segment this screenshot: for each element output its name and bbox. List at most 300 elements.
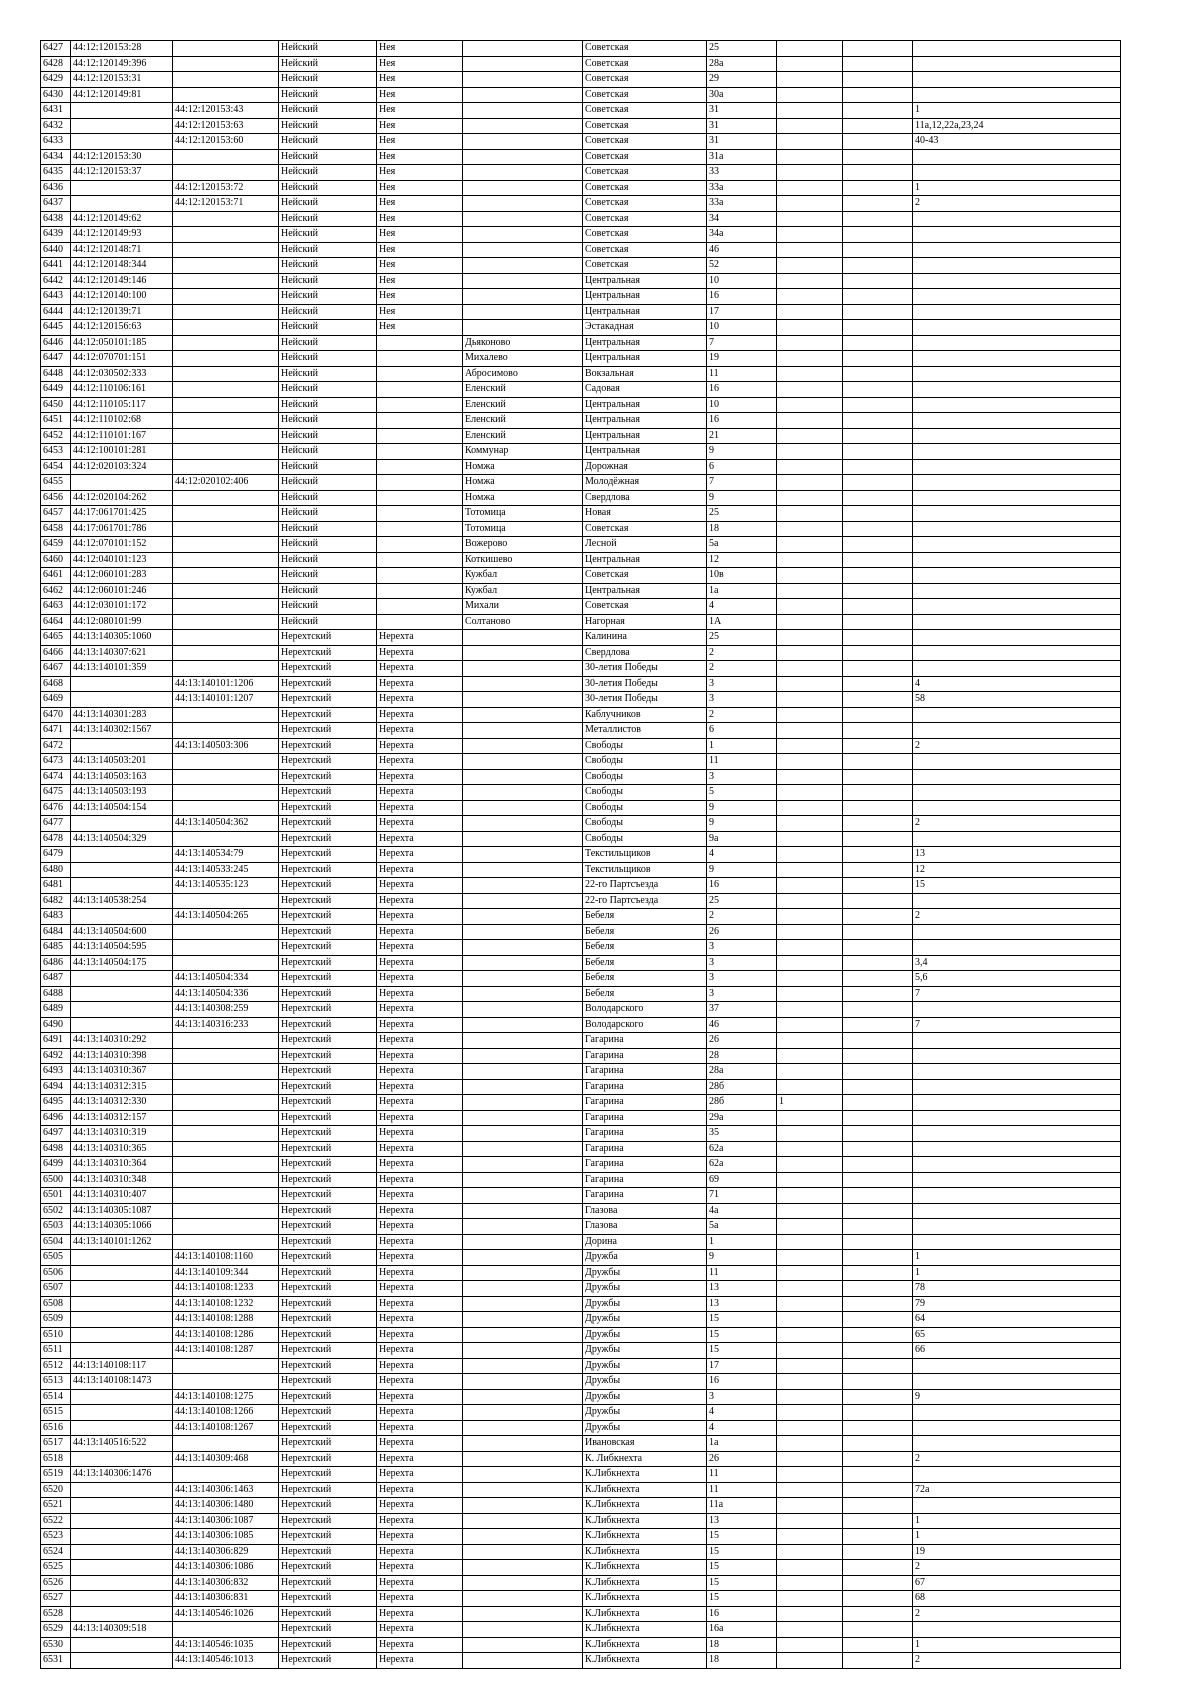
settlement-cell [463, 56, 583, 72]
district-cell: Нейский [279, 490, 377, 506]
apartment-cell: 2 [913, 1653, 1121, 1669]
apartment-cell [913, 1622, 1121, 1638]
street-cell: Советская [583, 242, 707, 258]
cadastral-number-building-cell: 44:12:110102:68 [71, 413, 173, 429]
cadastral-number-premises-cell: 44:13:140306:1463 [173, 1482, 279, 1498]
apartment-cell [913, 583, 1121, 599]
table-row [41, 1017, 1121, 1033]
street-cell: К.Либкнехта [583, 1529, 707, 1545]
apartment-cell: 58 [913, 692, 1121, 708]
town-cell: Нерехта [377, 878, 463, 894]
cadastral-number-premises-cell: 44:13:140306:831 [173, 1591, 279, 1607]
apartment-cell: 1 [913, 1250, 1121, 1266]
street-cell: К.Либкнехта [583, 1575, 707, 1591]
street-cell: Новая [583, 506, 707, 522]
letter-cell [843, 847, 913, 863]
house-number-cell: 7 [707, 335, 777, 351]
row-number-cell: 6529 [41, 1622, 71, 1638]
settlement-cell [463, 1560, 583, 1576]
town-cell [377, 537, 463, 553]
settlement-cell [463, 1622, 583, 1638]
table-row [41, 72, 1121, 88]
apartment-cell: 12 [913, 862, 1121, 878]
district-cell: Нерехтский [279, 1358, 377, 1374]
letter-cell [843, 583, 913, 599]
letter-cell [843, 1653, 913, 1669]
apartment-cell [913, 320, 1121, 336]
letter-cell [843, 1281, 913, 1297]
town-cell: Нерехта [377, 738, 463, 754]
town-cell: Нерехта [377, 1653, 463, 1669]
table-row [41, 1064, 1121, 1080]
cadastral-number-building-cell: 44:12:030101:172 [71, 599, 173, 615]
row-number-cell: 6449 [41, 382, 71, 398]
house-number-cell: 13 [707, 1281, 777, 1297]
cadastral-number-building-cell [71, 971, 173, 987]
town-cell: Нерехта [377, 1467, 463, 1483]
cadastral-number-building-cell [71, 692, 173, 708]
town-cell: Нерехта [377, 847, 463, 863]
house-number-cell: 10 [707, 320, 777, 336]
apartment-cell: 2 [913, 196, 1121, 212]
street-cell: Свободы [583, 831, 707, 847]
cadastral-number-building-cell [71, 1002, 173, 1018]
house-number-cell: 15 [707, 1591, 777, 1607]
settlement-cell [463, 273, 583, 289]
apartment-cell [913, 273, 1121, 289]
district-cell: Нейский [279, 149, 377, 165]
cadastral-number-building-cell: 44:12:110105:117 [71, 397, 173, 413]
apartment-cell: 1 [913, 1265, 1121, 1281]
building-cell [777, 847, 843, 863]
row-number-cell: 6448 [41, 366, 71, 382]
building-cell [777, 1079, 843, 1095]
cadastral-number-building-cell [71, 1420, 173, 1436]
cadastral-number-building-cell: 44:12:120149:81 [71, 87, 173, 103]
cadastral-number-premises-cell: 44:12:120153:63 [173, 118, 279, 134]
table-body [41, 41, 1121, 1669]
street-cell: 30-летия Победы [583, 661, 707, 677]
cadastral-number-building-cell: 44:12:060101:283 [71, 568, 173, 584]
letter-cell [843, 676, 913, 692]
row-number-cell: 6509 [41, 1312, 71, 1328]
apartment-cell: 7 [913, 1017, 1121, 1033]
apartment-cell: 66 [913, 1343, 1121, 1359]
house-number-cell: 9а [707, 831, 777, 847]
district-cell: Нейский [279, 568, 377, 584]
town-cell: Нея [377, 72, 463, 88]
row-number-cell: 6471 [41, 723, 71, 739]
row-number-cell: 6436 [41, 180, 71, 196]
town-cell: Нерехта [377, 1265, 463, 1281]
district-cell: Нерехтский [279, 1560, 377, 1576]
letter-cell [843, 242, 913, 258]
table-row [41, 1079, 1121, 1095]
district-cell: Нерехтский [279, 1157, 377, 1173]
apartment-cell [913, 707, 1121, 723]
building-cell [777, 335, 843, 351]
district-cell: Нейский [279, 599, 377, 615]
letter-cell [843, 537, 913, 553]
apartment-cell: 15 [913, 878, 1121, 894]
settlement-cell [463, 692, 583, 708]
apartment-cell: 67 [913, 1575, 1121, 1591]
apartment-cell [913, 428, 1121, 444]
district-cell: Нерехтский [279, 1637, 377, 1653]
building-cell [777, 304, 843, 320]
street-cell: Бебеля [583, 924, 707, 940]
settlement-cell [463, 878, 583, 894]
settlement-cell [463, 196, 583, 212]
town-cell: Нерехта [377, 1606, 463, 1622]
town-cell: Нерехта [377, 1110, 463, 1126]
street-cell: Ивановская [583, 1436, 707, 1452]
street-cell: Гагарина [583, 1095, 707, 1111]
house-number-cell: 34 [707, 211, 777, 227]
street-cell: Центральная [583, 444, 707, 460]
building-cell [777, 1234, 843, 1250]
house-number-cell: 16 [707, 413, 777, 429]
row-number-cell: 6477 [41, 816, 71, 832]
cadastral-number-building-cell: 44:13:140503:193 [71, 785, 173, 801]
cadastral-number-premises-cell [173, 382, 279, 398]
district-cell: Нерехтский [279, 645, 377, 661]
town-cell: Нерехта [377, 1560, 463, 1576]
district-cell: Нерехтский [279, 1405, 377, 1421]
apartment-cell: 72а [913, 1482, 1121, 1498]
town-cell: Нея [377, 258, 463, 274]
settlement-cell [463, 87, 583, 103]
apartment-cell: 19 [913, 1544, 1121, 1560]
district-cell: Нерехтский [279, 1296, 377, 1312]
house-number-cell: 15 [707, 1560, 777, 1576]
town-cell: Нея [377, 103, 463, 119]
row-number-cell: 6521 [41, 1498, 71, 1514]
building-cell [777, 56, 843, 72]
building-cell [777, 149, 843, 165]
cadastral-number-building-cell [71, 1591, 173, 1607]
house-number-cell: 2 [707, 707, 777, 723]
town-cell: Нерехта [377, 1250, 463, 1266]
letter-cell [843, 1126, 913, 1142]
row-number-cell: 6454 [41, 459, 71, 475]
town-cell [377, 444, 463, 460]
house-number-cell: 2 [707, 909, 777, 925]
cadastral-number-building-cell [71, 1529, 173, 1545]
town-cell: Нея [377, 273, 463, 289]
table-row [41, 1265, 1121, 1281]
cadastral-number-premises-cell [173, 87, 279, 103]
town-cell: Нерехта [377, 661, 463, 677]
cadastral-number-premises-cell [173, 800, 279, 816]
table-row [41, 227, 1121, 243]
district-cell: Нерехтский [279, 1420, 377, 1436]
apartment-cell [913, 1141, 1121, 1157]
house-number-cell: 33 [707, 165, 777, 181]
letter-cell [843, 924, 913, 940]
letter-cell [843, 971, 913, 987]
building-cell [777, 614, 843, 630]
row-number-cell: 6462 [41, 583, 71, 599]
street-cell: Дружба [583, 1250, 707, 1266]
district-cell: Нейский [279, 56, 377, 72]
letter-cell [843, 630, 913, 646]
table-row [41, 459, 1121, 475]
settlement-cell [463, 1343, 583, 1359]
letter-cell [843, 211, 913, 227]
settlement-cell [463, 986, 583, 1002]
cadastral-number-premises-cell: 44:13:140109:344 [173, 1265, 279, 1281]
building-cell [777, 1219, 843, 1235]
house-number-cell: 16а [707, 1622, 777, 1638]
apartment-cell [913, 1358, 1121, 1374]
apartment-cell: 2 [913, 1451, 1121, 1467]
building-cell [777, 1653, 843, 1669]
table-row [41, 258, 1121, 274]
street-cell: К.Либкнехта [583, 1482, 707, 1498]
street-cell: Свободы [583, 754, 707, 770]
table-row [41, 1095, 1121, 1111]
cadastral-number-building-cell: 44:12:120149:396 [71, 56, 173, 72]
house-number-cell: 16 [707, 1374, 777, 1390]
settlement-cell [463, 211, 583, 227]
cadastral-number-premises-cell: 44:13:140108:1160 [173, 1250, 279, 1266]
building-cell [777, 1358, 843, 1374]
building-cell [777, 1451, 843, 1467]
town-cell: Нея [377, 134, 463, 150]
district-cell: Нейский [279, 273, 377, 289]
letter-cell [843, 1079, 913, 1095]
table-row [41, 1451, 1121, 1467]
building-cell [777, 1188, 843, 1204]
house-number-cell: 15 [707, 1529, 777, 1545]
building-cell [777, 1513, 843, 1529]
row-number-cell: 6494 [41, 1079, 71, 1095]
letter-cell [843, 738, 913, 754]
table-row [41, 1141, 1121, 1157]
building-cell [777, 769, 843, 785]
building-cell [777, 273, 843, 289]
settlement-cell [463, 1203, 583, 1219]
district-cell: Нерехтский [279, 831, 377, 847]
letter-cell [843, 568, 913, 584]
house-number-cell: 25 [707, 506, 777, 522]
street-cell: Дорожная [583, 459, 707, 475]
street-cell: Советская [583, 103, 707, 119]
district-cell: Нерехтский [279, 1048, 377, 1064]
street-cell: Калинина [583, 630, 707, 646]
street-cell: 22-го Партсъезда [583, 878, 707, 894]
building-cell [777, 1544, 843, 1560]
table-row [41, 599, 1121, 615]
street-cell: Центральная [583, 273, 707, 289]
town-cell: Нерехта [377, 1002, 463, 1018]
settlement-cell [463, 1017, 583, 1033]
street-cell: Текстильщиков [583, 862, 707, 878]
row-number-cell: 6447 [41, 351, 71, 367]
row-number-cell: 6512 [41, 1358, 71, 1374]
house-number-cell: 19 [707, 351, 777, 367]
cadastral-number-premises-cell [173, 1188, 279, 1204]
building-cell [777, 72, 843, 88]
settlement-cell [463, 165, 583, 181]
cadastral-number-building-cell [71, 1513, 173, 1529]
settlement-cell [463, 723, 583, 739]
town-cell: Нерехта [377, 1498, 463, 1514]
table-row [41, 692, 1121, 708]
row-number-cell: 6495 [41, 1095, 71, 1111]
apartment-cell: 2 [913, 816, 1121, 832]
cadastral-number-building-cell [71, 1653, 173, 1669]
settlement-cell [463, 909, 583, 925]
building-cell [777, 537, 843, 553]
row-number-cell: 6510 [41, 1327, 71, 1343]
house-number-cell: 28б [707, 1095, 777, 1111]
cadastral-number-premises-cell [173, 769, 279, 785]
settlement-cell [463, 320, 583, 336]
table-row [41, 924, 1121, 940]
cadastral-number-building-cell: 44:13:140503:163 [71, 769, 173, 785]
row-number-cell: 6527 [41, 1591, 71, 1607]
house-number-cell: 3 [707, 940, 777, 956]
street-cell: К.Либкнехта [583, 1653, 707, 1669]
row-number-cell: 6487 [41, 971, 71, 987]
row-number-cell: 6486 [41, 955, 71, 971]
table-row [41, 676, 1121, 692]
row-number-cell: 6503 [41, 1219, 71, 1235]
building-cell [777, 1281, 843, 1297]
letter-cell [843, 72, 913, 88]
settlement-cell [463, 1312, 583, 1328]
cadastral-number-premises-cell: 44:12:120153:72 [173, 180, 279, 196]
town-cell: Нея [377, 165, 463, 181]
house-number-cell: 9 [707, 862, 777, 878]
settlement-cell [463, 180, 583, 196]
cadastral-number-building-cell: 44:13:140101:359 [71, 661, 173, 677]
district-cell: Нейский [279, 521, 377, 537]
letter-cell [843, 723, 913, 739]
cadastral-number-building-cell: 44:13:140305:1066 [71, 1219, 173, 1235]
cadastral-number-building-cell: 44:12:020103:324 [71, 459, 173, 475]
row-number-cell: 6437 [41, 196, 71, 212]
apartment-cell: 2 [913, 1560, 1121, 1576]
letter-cell [843, 335, 913, 351]
row-number-cell: 6465 [41, 630, 71, 646]
house-number-cell: 13 [707, 1513, 777, 1529]
apartment-cell [913, 1002, 1121, 1018]
apartment-cell [913, 1110, 1121, 1126]
town-cell: Нерехта [377, 800, 463, 816]
cadastral-number-building-cell: 44:12:110106:161 [71, 382, 173, 398]
cadastral-number-premises-cell [173, 831, 279, 847]
cadastral-number-premises-cell [173, 459, 279, 475]
house-number-cell: 17 [707, 304, 777, 320]
cadastral-number-building-cell: 44:12:120140:100 [71, 289, 173, 305]
town-cell: Нерехта [377, 676, 463, 692]
table-row [41, 816, 1121, 832]
cadastral-number-building-cell: 44:12:030502:333 [71, 366, 173, 382]
district-cell: Нейский [279, 366, 377, 382]
row-number-cell: 6501 [41, 1188, 71, 1204]
table-row [41, 847, 1121, 863]
cadastral-number-premises-cell: 44:13:140534:79 [173, 847, 279, 863]
town-cell: Нея [377, 227, 463, 243]
street-cell: Бебеля [583, 909, 707, 925]
apartment-cell [913, 1203, 1121, 1219]
town-cell: Нерехта [377, 1017, 463, 1033]
apartment-cell [913, 1095, 1121, 1111]
table-row [41, 800, 1121, 816]
settlement-cell [463, 1374, 583, 1390]
building-cell [777, 1343, 843, 1359]
letter-cell [843, 614, 913, 630]
town-cell: Нея [377, 289, 463, 305]
row-number-cell: 6475 [41, 785, 71, 801]
building-cell [777, 258, 843, 274]
cadastral-number-premises-cell [173, 1095, 279, 1111]
table-row [41, 211, 1121, 227]
town-cell: Нерехта [377, 1172, 463, 1188]
table-row [41, 909, 1121, 925]
letter-cell [843, 227, 913, 243]
street-cell: Советская [583, 568, 707, 584]
district-cell: Нейский [279, 537, 377, 553]
cadastral-number-building-cell [71, 1482, 173, 1498]
district-cell: Нейский [279, 614, 377, 630]
document-page [40, 40, 1120, 1669]
settlement-cell [463, 785, 583, 801]
settlement-cell [463, 971, 583, 987]
building-cell [777, 785, 843, 801]
cadastral-number-premises-cell [173, 428, 279, 444]
town-cell: Нерехта [377, 785, 463, 801]
cadastral-number-premises-cell [173, 1172, 279, 1188]
house-number-cell: 62а [707, 1141, 777, 1157]
cadastral-number-premises-cell: 44:13:140533:245 [173, 862, 279, 878]
street-cell: Дружбы [583, 1327, 707, 1343]
letter-cell [843, 87, 913, 103]
building-cell [777, 1327, 843, 1343]
house-number-cell: 10 [707, 397, 777, 413]
house-number-cell: 71 [707, 1188, 777, 1204]
row-number-cell: 6519 [41, 1467, 71, 1483]
house-number-cell: 10в [707, 568, 777, 584]
house-number-cell: 37 [707, 1002, 777, 1018]
cadastral-number-premises-cell: 44:13:140306:1085 [173, 1529, 279, 1545]
district-cell: Нерехтский [279, 785, 377, 801]
town-cell: Нея [377, 149, 463, 165]
row-number-cell: 6531 [41, 1653, 71, 1669]
district-cell: Нейский [279, 227, 377, 243]
cadastral-number-premises-cell [173, 320, 279, 336]
building-cell [777, 707, 843, 723]
apartment-cell: 2 [913, 909, 1121, 925]
letter-cell [843, 521, 913, 537]
letter-cell [843, 1436, 913, 1452]
apartment-cell [913, 1405, 1121, 1421]
table-row [41, 1544, 1121, 1560]
building-cell [777, 1002, 843, 1018]
cadastral-number-building-cell: 44:13:140302:1567 [71, 723, 173, 739]
settlement-cell: Еленский [463, 428, 583, 444]
cadastral-number-premises-cell [173, 1110, 279, 1126]
table-row [41, 1048, 1121, 1064]
town-cell [377, 475, 463, 491]
settlement-cell [463, 1296, 583, 1312]
cadastral-number-building-cell: 44:12:040101:123 [71, 552, 173, 568]
letter-cell [843, 1219, 913, 1235]
town-cell: Нерехта [377, 1405, 463, 1421]
